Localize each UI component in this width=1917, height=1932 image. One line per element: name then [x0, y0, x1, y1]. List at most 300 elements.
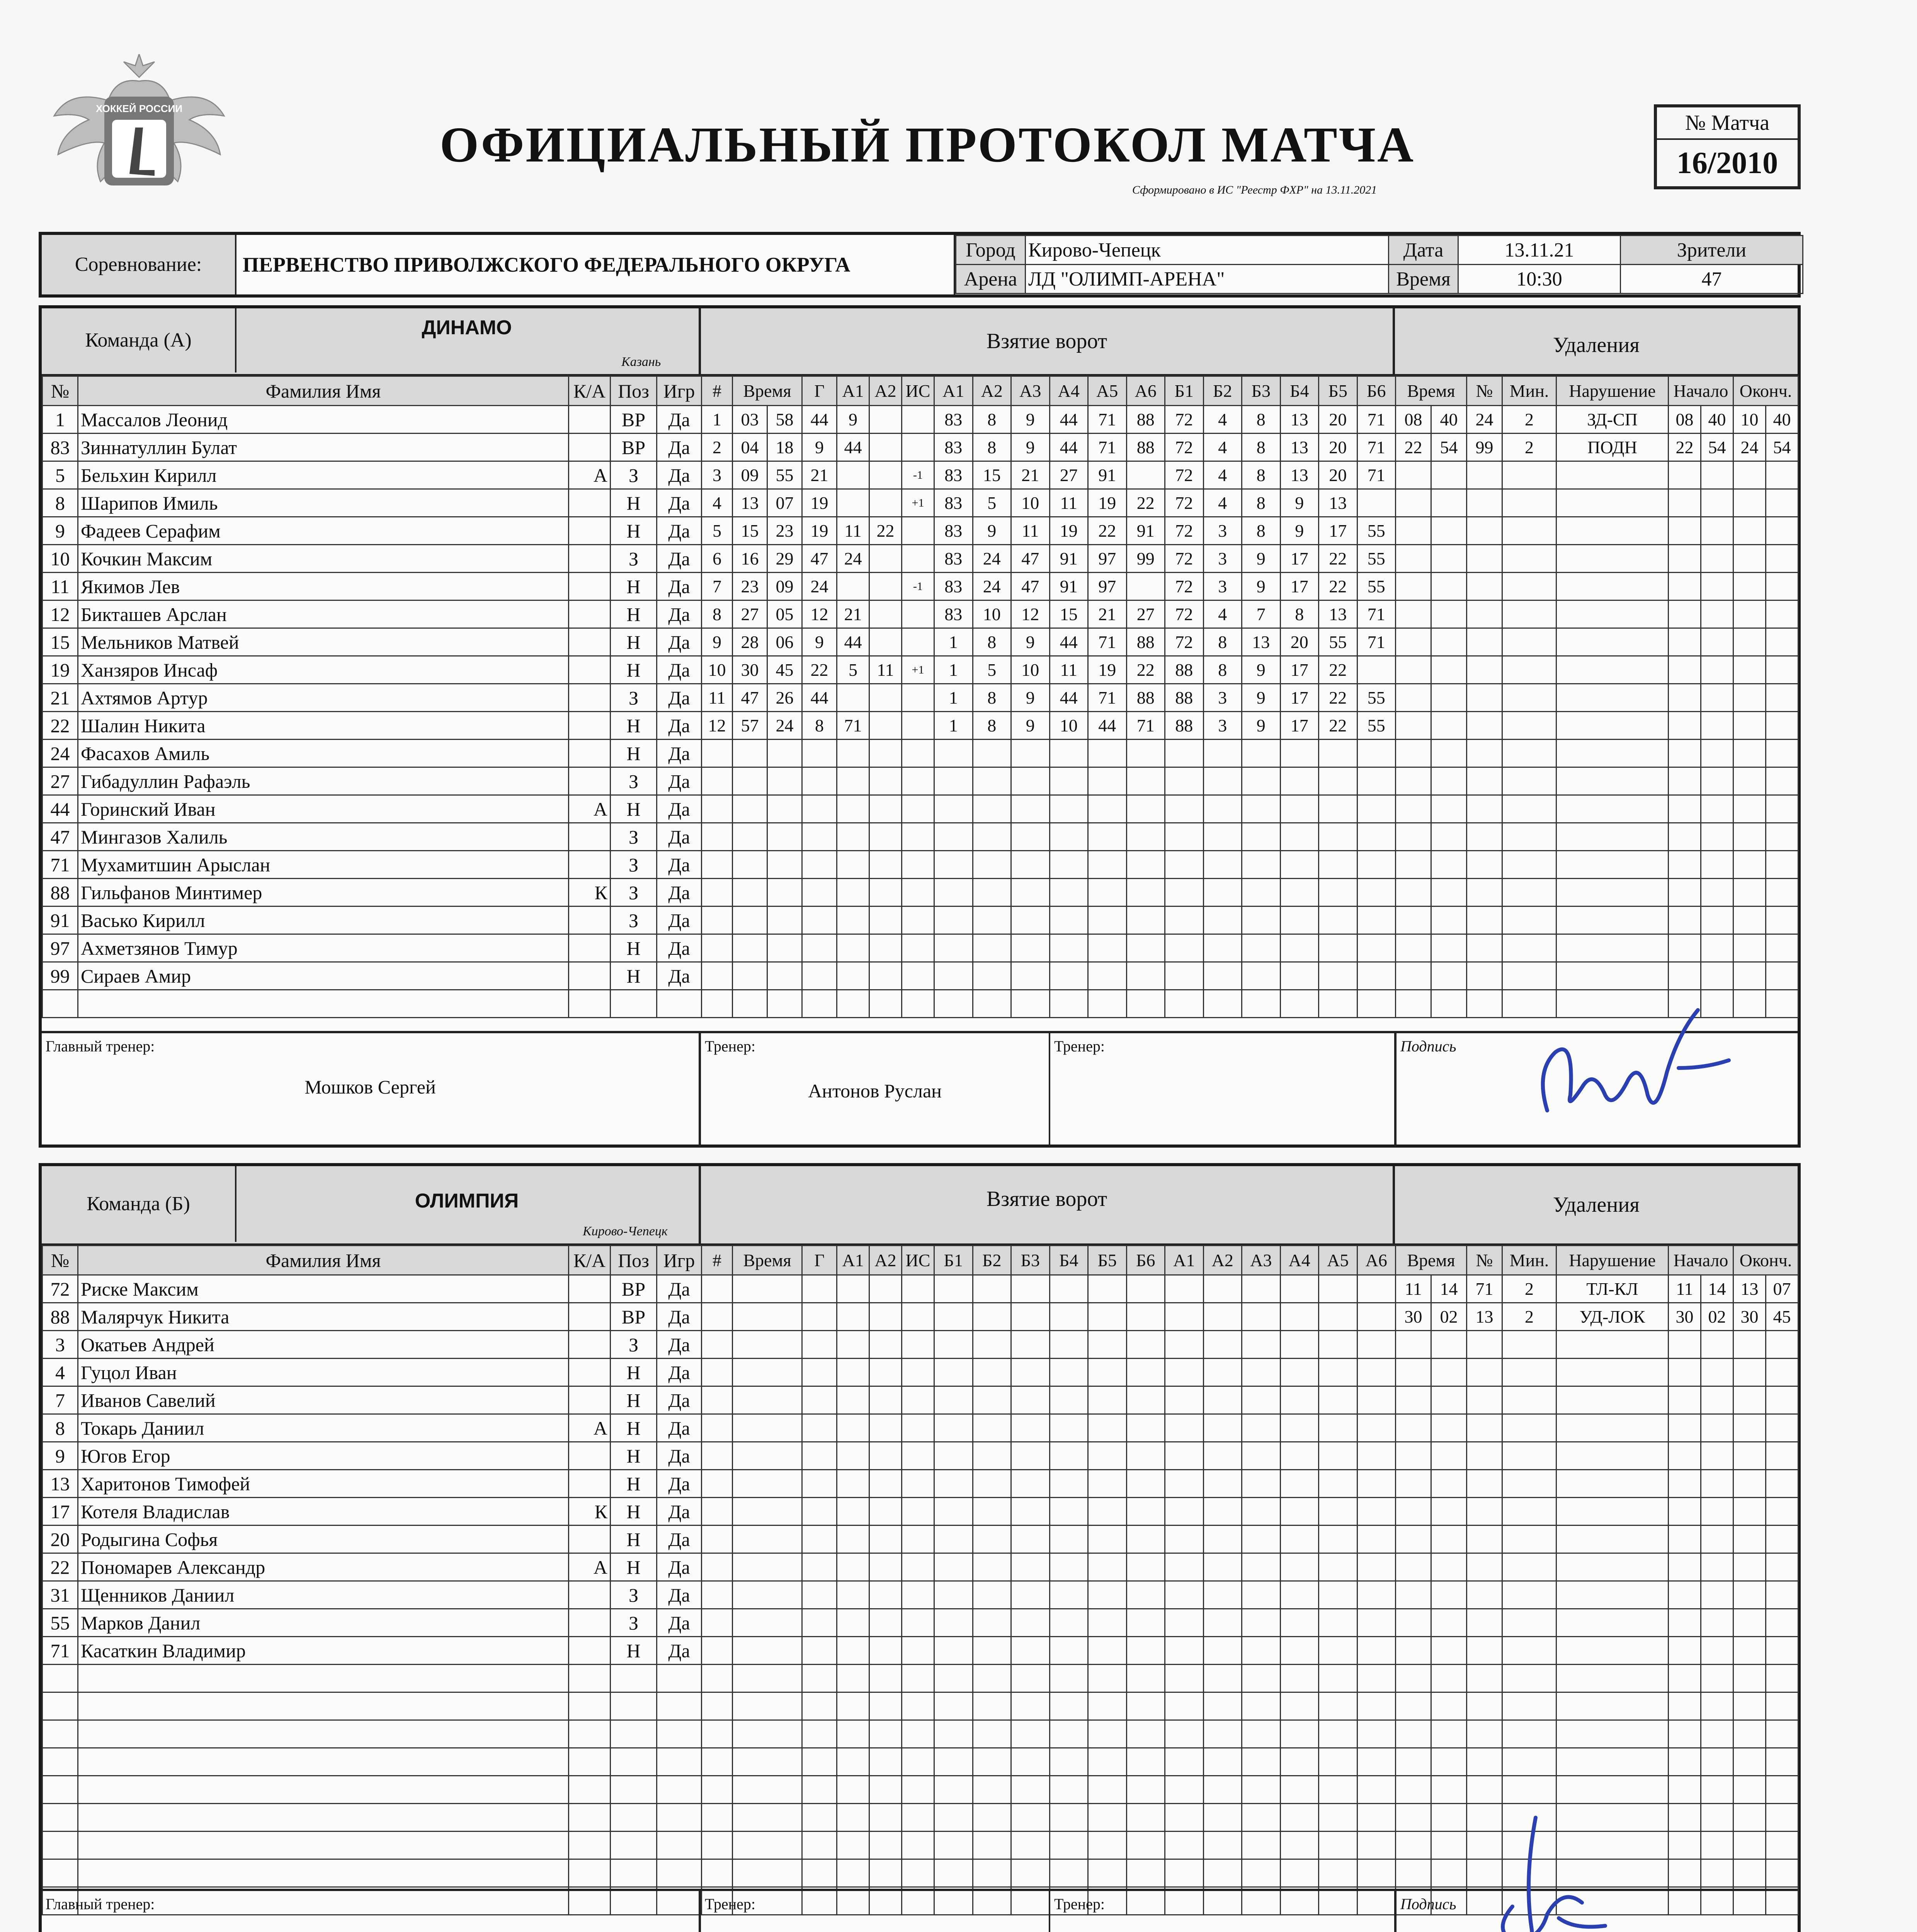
team-a-roster	[42, 376, 702, 1018]
player-captain	[569, 517, 611, 545]
goal-row	[702, 600, 1396, 628]
empty-cell	[1088, 1832, 1127, 1859]
player-position: Н	[611, 517, 657, 545]
player-captain	[569, 712, 611, 740]
pen-player	[1467, 1526, 1502, 1553]
pen-end-sec	[1766, 545, 1798, 573]
empty-cell	[837, 1720, 869, 1748]
col-on-ice: А5	[1319, 1246, 1357, 1275]
on-ice-player: 83	[934, 489, 973, 517]
player-position: Н	[611, 740, 657, 767]
empty-cell	[1319, 1609, 1357, 1637]
pen-minutes	[1502, 1414, 1556, 1442]
pen-start-sec: 02	[1701, 1303, 1733, 1331]
player-number: 21	[43, 684, 78, 712]
on-ice-player: 21	[1011, 461, 1050, 489]
empty-cell	[869, 1720, 902, 1748]
empty-cell	[702, 1720, 733, 1748]
pen-minutes	[1502, 517, 1556, 545]
col-goal-scorer: Г	[802, 1246, 837, 1275]
pen-minute	[1396, 517, 1431, 545]
empty-cell	[702, 934, 733, 962]
pen-end-sec	[1766, 517, 1798, 545]
empty-cell	[837, 823, 869, 851]
empty-cell	[934, 879, 973, 906]
empty-cell	[1357, 1359, 1396, 1386]
pen-player	[1467, 573, 1502, 600]
empty-cell	[733, 906, 767, 934]
empty-cell	[1280, 1526, 1319, 1553]
pen-start-sec	[1701, 1386, 1733, 1414]
empty-cell	[902, 795, 934, 823]
pen-second	[1431, 934, 1467, 962]
on-ice-player: 1	[934, 684, 973, 712]
goal-second: 55	[767, 461, 802, 489]
col-pen-number: №	[1467, 1246, 1502, 1275]
pen-start-min	[1669, 1553, 1701, 1581]
col-on-ice: Б2	[1203, 376, 1242, 406]
empty-cell	[869, 1275, 902, 1303]
empty-cell	[1050, 1331, 1088, 1359]
empty-cell	[1242, 990, 1281, 1018]
goal-assist-2	[869, 434, 902, 461]
empty-cell	[1357, 1498, 1396, 1526]
pen-start-sec	[1701, 795, 1733, 823]
empty-cell	[1203, 1414, 1242, 1442]
empty-cell	[973, 1692, 1011, 1720]
pen-minute: 30	[1396, 1303, 1431, 1331]
empty-cell	[1088, 1553, 1127, 1581]
empty-cell	[837, 962, 869, 990]
col-pen-violation: Нарушение	[1556, 1246, 1669, 1275]
pen-end-min	[1733, 600, 1766, 628]
col-on-ice: Б1	[1165, 376, 1204, 406]
pen-start-sec	[1701, 934, 1733, 962]
player-number	[43, 1692, 78, 1720]
empty-cell	[1011, 1665, 1050, 1692]
pen-second	[1431, 1581, 1467, 1609]
pen-violation	[1556, 573, 1669, 600]
roster-row	[43, 545, 702, 573]
empty-cell	[1280, 767, 1319, 795]
col-num: №	[43, 1246, 78, 1275]
pen-start-min	[1669, 934, 1701, 962]
empty-cell	[973, 1804, 1011, 1832]
player-number: 99	[43, 962, 78, 990]
empty-cell	[1165, 1414, 1204, 1442]
empty-cell	[1319, 1303, 1357, 1331]
on-ice-player: 9	[1011, 406, 1050, 434]
pen-end-sec	[1766, 1331, 1798, 1359]
empty-cell	[1165, 795, 1204, 823]
col-play: Игр	[657, 376, 702, 406]
pen-end-sec	[1766, 712, 1798, 740]
empty-cell	[1203, 1442, 1242, 1470]
player-number: 55	[43, 1609, 78, 1637]
player-name: Кочкин Максим	[78, 545, 569, 573]
player-position: Н	[611, 656, 657, 684]
empty-cell	[1165, 1832, 1204, 1859]
roster-row	[43, 600, 702, 628]
pen-player: 99	[1467, 434, 1502, 461]
pen-start-min	[1669, 461, 1701, 489]
empty-cell	[733, 934, 767, 962]
player-name	[78, 1776, 569, 1804]
empty-cell	[1357, 1275, 1396, 1303]
player-name: Зиннатуллин Булат	[78, 434, 569, 461]
goal-assist-1: 44	[837, 628, 869, 656]
empty-cell	[869, 1692, 902, 1720]
col-on-ice: А3	[1011, 376, 1050, 406]
empty-cell	[1357, 1526, 1396, 1553]
empty-cell	[767, 851, 802, 879]
pen-violation	[1556, 461, 1669, 489]
pen-minute	[1396, 461, 1431, 489]
on-ice-player: 27	[1050, 461, 1088, 489]
player-captain	[569, 628, 611, 656]
empty-cell	[1203, 1832, 1242, 1859]
empty-cell	[1050, 1386, 1088, 1414]
pen-minutes	[1502, 767, 1556, 795]
pen-violation	[1556, 1359, 1669, 1386]
on-ice-player: 20	[1280, 628, 1319, 656]
pen-player	[1467, 1414, 1502, 1442]
player-playing: Да	[657, 1359, 702, 1386]
empty-cell	[973, 990, 1011, 1018]
empty-cell	[1357, 1442, 1396, 1470]
empty-cell	[934, 1832, 973, 1859]
on-ice-player: 71	[1357, 434, 1396, 461]
empty-cell	[869, 1498, 902, 1526]
on-ice-player: 71	[1357, 628, 1396, 656]
empty-cell	[1280, 1386, 1319, 1414]
on-ice-player: 9	[1242, 573, 1281, 600]
player-name: Фасахов Амиль	[78, 740, 569, 767]
pen-end-sec	[1766, 1859, 1798, 1887]
empty-cell	[1088, 1804, 1127, 1832]
empty-cell	[837, 1442, 869, 1470]
empty-cell	[1050, 1553, 1088, 1581]
roster-row	[43, 1720, 702, 1748]
empty-cell	[733, 1470, 802, 1498]
player-captain	[569, 434, 611, 461]
player-number	[43, 1832, 78, 1859]
empty-cell	[1011, 740, 1050, 767]
goal-row	[702, 767, 1396, 795]
info-row	[39, 232, 1801, 298]
pen-second	[1431, 545, 1467, 573]
empty-cell	[973, 1720, 1011, 1748]
pen-violation	[1556, 1414, 1669, 1442]
empty-cell	[1242, 1275, 1281, 1303]
coach2-label: Тренер:	[1054, 1895, 1105, 1913]
col-on-ice: А4	[1050, 376, 1088, 406]
empty-cell	[1280, 1553, 1319, 1581]
col-on-ice: А6	[1126, 376, 1165, 406]
pen-player	[1467, 1386, 1502, 1414]
pen-minutes: 2	[1502, 1303, 1556, 1331]
pen-end-min	[1733, 934, 1766, 962]
player-name: Ахтямов Артур	[78, 684, 569, 712]
goal-row	[702, 879, 1396, 906]
empty-cell	[802, 1414, 837, 1442]
col-pen-number: №	[1467, 376, 1502, 406]
goal-row	[702, 1386, 1396, 1414]
penalty-row	[1396, 1331, 1798, 1359]
empty-cell	[1203, 851, 1242, 879]
empty-cell	[934, 1386, 973, 1414]
penalty-row	[1396, 1692, 1798, 1720]
pen-second	[1431, 851, 1467, 879]
penalty-row	[1396, 1748, 1798, 1776]
empty-cell	[1280, 1832, 1319, 1859]
empty-cell	[837, 1665, 869, 1692]
col-ka: К/А	[569, 1246, 611, 1275]
empty-cell	[934, 1275, 973, 1303]
empty-cell	[973, 1859, 1011, 1887]
empty-cell	[1126, 795, 1165, 823]
pen-end-min	[1733, 1386, 1766, 1414]
empty-cell	[1011, 1609, 1050, 1637]
empty-cell	[733, 1665, 802, 1692]
on-ice-player: 17	[1280, 573, 1319, 600]
player-captain	[569, 600, 611, 628]
empty-cell	[1011, 962, 1050, 990]
goal-row	[702, 962, 1396, 990]
on-ice-player: 83	[934, 434, 973, 461]
pen-start-sec	[1701, 517, 1733, 545]
on-ice-player: 9	[1280, 517, 1319, 545]
player-number: 44	[43, 795, 78, 823]
on-ice-player: 13	[1319, 600, 1357, 628]
pen-end-sec	[1766, 573, 1798, 600]
player-number: 4	[43, 1359, 78, 1386]
player-name: Шарипов Имиль	[78, 489, 569, 517]
pen-start-sec: 54	[1701, 434, 1733, 461]
empty-cell	[1203, 767, 1242, 795]
player-captain	[569, 545, 611, 573]
pen-player	[1467, 795, 1502, 823]
pen-second	[1431, 461, 1467, 489]
empty-cell	[837, 767, 869, 795]
player-captain	[569, 1692, 611, 1720]
empty-cell	[1011, 906, 1050, 934]
pen-end-sec	[1766, 1748, 1798, 1776]
pen-end-sec	[1766, 1553, 1798, 1581]
player-number: 13	[43, 1470, 78, 1498]
on-ice-player: 9	[973, 517, 1011, 545]
empty-cell	[702, 1581, 733, 1609]
player-position: Н	[611, 1526, 657, 1553]
goal-situation	[902, 600, 934, 628]
goal-scorer: 21	[802, 461, 837, 489]
empty-cell	[702, 1442, 733, 1470]
empty-cell	[1126, 1553, 1165, 1581]
empty-cell	[1319, 879, 1357, 906]
empty-cell	[733, 1859, 802, 1887]
empty-cell	[1357, 1748, 1396, 1776]
roster-row	[43, 1303, 702, 1331]
col-pen-time: Время	[1396, 1246, 1467, 1275]
pen-second	[1431, 1692, 1467, 1720]
player-name: Мингазов Халиль	[78, 823, 569, 851]
empty-cell	[1165, 823, 1204, 851]
on-ice-player: 8	[973, 434, 1011, 461]
player-position: З	[611, 851, 657, 879]
pen-end-min	[1733, 712, 1766, 740]
pen-end-min	[1733, 1526, 1766, 1553]
empty-cell	[1357, 1609, 1396, 1637]
empty-cell	[1011, 1303, 1050, 1331]
empty-cell	[1280, 1275, 1319, 1303]
empty-cell	[902, 1303, 934, 1331]
empty-cell	[1165, 1776, 1204, 1804]
penalty-row	[1396, 406, 1798, 434]
team-b-name: ОЛИМПИЯ	[415, 1190, 519, 1212]
empty-cell	[869, 1804, 902, 1832]
on-ice-player: 8	[973, 406, 1011, 434]
pen-second	[1431, 906, 1467, 934]
on-ice-player: 13	[1280, 406, 1319, 434]
empty-cell	[1165, 934, 1204, 962]
penalty-row	[1396, 1275, 1798, 1303]
pen-end-sec	[1766, 1414, 1798, 1442]
pen-end-min	[1733, 1665, 1766, 1692]
pen-player	[1467, 712, 1502, 740]
goal-row	[702, 434, 1396, 461]
player-captain	[569, 934, 611, 962]
empty-cell	[802, 1526, 837, 1553]
pen-start-min	[1669, 712, 1701, 740]
empty-cell	[1319, 1414, 1357, 1442]
empty-cell	[1050, 1581, 1088, 1609]
player-playing: Да	[657, 1581, 702, 1609]
empty-cell	[1280, 990, 1319, 1018]
on-ice-player: 8	[1280, 600, 1319, 628]
goal-row	[702, 1776, 1396, 1804]
player-position: Н	[611, 934, 657, 962]
player-name: Горинский Иван	[78, 795, 569, 823]
empty-cell	[902, 934, 934, 962]
player-captain	[569, 1442, 611, 1470]
player-number: 31	[43, 1581, 78, 1609]
empty-cell	[1203, 1804, 1242, 1832]
pen-minute	[1396, 489, 1431, 517]
empty-cell	[1011, 851, 1050, 879]
empty-cell	[702, 906, 733, 934]
col-on-ice: Б2	[973, 1246, 1011, 1275]
pen-start-sec	[1701, 684, 1733, 712]
player-captain	[569, 489, 611, 517]
on-ice-player: 88	[1126, 684, 1165, 712]
empty-cell	[733, 1498, 802, 1526]
empty-cell	[1203, 1386, 1242, 1414]
player-captain	[569, 1386, 611, 1414]
goal-second: 24	[767, 712, 802, 740]
pen-violation	[1556, 1692, 1669, 1720]
player-name: Югов Егор	[78, 1442, 569, 1470]
on-ice-player: 88	[1126, 434, 1165, 461]
empty-cell	[973, 1553, 1011, 1581]
pen-second	[1431, 990, 1467, 1018]
pen-second	[1431, 1470, 1467, 1498]
goal-row	[702, 1470, 1396, 1498]
empty-cell	[1357, 1692, 1396, 1720]
pen-end-min: 13	[1733, 1275, 1766, 1303]
goal-scorer: 8	[802, 712, 837, 740]
goal-row	[702, 712, 1396, 740]
empty-cell	[1050, 1692, 1088, 1720]
pen-start-sec	[1701, 1720, 1733, 1748]
player-position: Н	[611, 795, 657, 823]
goal-assist-2	[869, 600, 902, 628]
player-number: 71	[43, 1637, 78, 1665]
pen-end-min	[1733, 573, 1766, 600]
empty-cell	[1050, 962, 1088, 990]
empty-cell	[1319, 851, 1357, 879]
empty-cell	[934, 1553, 973, 1581]
empty-cell	[902, 767, 934, 795]
empty-cell	[837, 1832, 869, 1859]
col-pen-violation: Нарушение	[1556, 376, 1669, 406]
player-playing: Да	[657, 517, 702, 545]
pen-minute	[1396, 1498, 1431, 1526]
empty-cell	[802, 1692, 837, 1720]
pen-player	[1467, 934, 1502, 962]
pen-end-min	[1733, 656, 1766, 684]
col-name: Фамилия Имя	[78, 376, 569, 406]
empty-cell	[973, 1748, 1011, 1776]
goal-assist-1: 21	[837, 600, 869, 628]
player-captain	[569, 1275, 611, 1303]
on-ice-player: 20	[1319, 434, 1357, 461]
pen-second	[1431, 1359, 1467, 1386]
empty-cell	[767, 795, 802, 823]
empty-cell	[869, 1553, 902, 1581]
pen-minute	[1396, 823, 1431, 851]
empty-cell	[1357, 823, 1396, 851]
pen-start-sec	[1701, 962, 1733, 990]
player-position	[611, 1720, 657, 1748]
empty-cell	[702, 1275, 733, 1303]
pen-violation	[1556, 740, 1669, 767]
penalty-row	[1396, 1414, 1798, 1442]
pen-minutes	[1502, 1692, 1556, 1720]
goal-minute: 04	[733, 434, 767, 461]
empty-cell	[1011, 1442, 1050, 1470]
on-ice-player: 15	[973, 461, 1011, 489]
col-ka: К/А	[569, 376, 611, 406]
penalty-row	[1396, 434, 1798, 461]
team-a-penalties-title: Удаления	[1395, 308, 1798, 376]
coach2-label: Тренер:	[1054, 1037, 1105, 1055]
empty-cell	[869, 1748, 902, 1776]
empty-cell	[1357, 1720, 1396, 1748]
empty-cell	[733, 1331, 802, 1359]
pen-player	[1467, 767, 1502, 795]
on-ice-player: 24	[973, 545, 1011, 573]
on-ice-player: 13	[1319, 489, 1357, 517]
empty-cell	[802, 767, 837, 795]
pen-second	[1431, 1804, 1467, 1832]
col-pen-time: Время	[1396, 376, 1467, 406]
pen-start-sec	[1701, 600, 1733, 628]
player-name: Васько Кирилл	[78, 906, 569, 934]
goal-assist-2	[869, 628, 902, 656]
pen-minutes	[1502, 1331, 1556, 1359]
player-playing	[657, 1748, 702, 1776]
goal-row	[702, 1442, 1396, 1470]
